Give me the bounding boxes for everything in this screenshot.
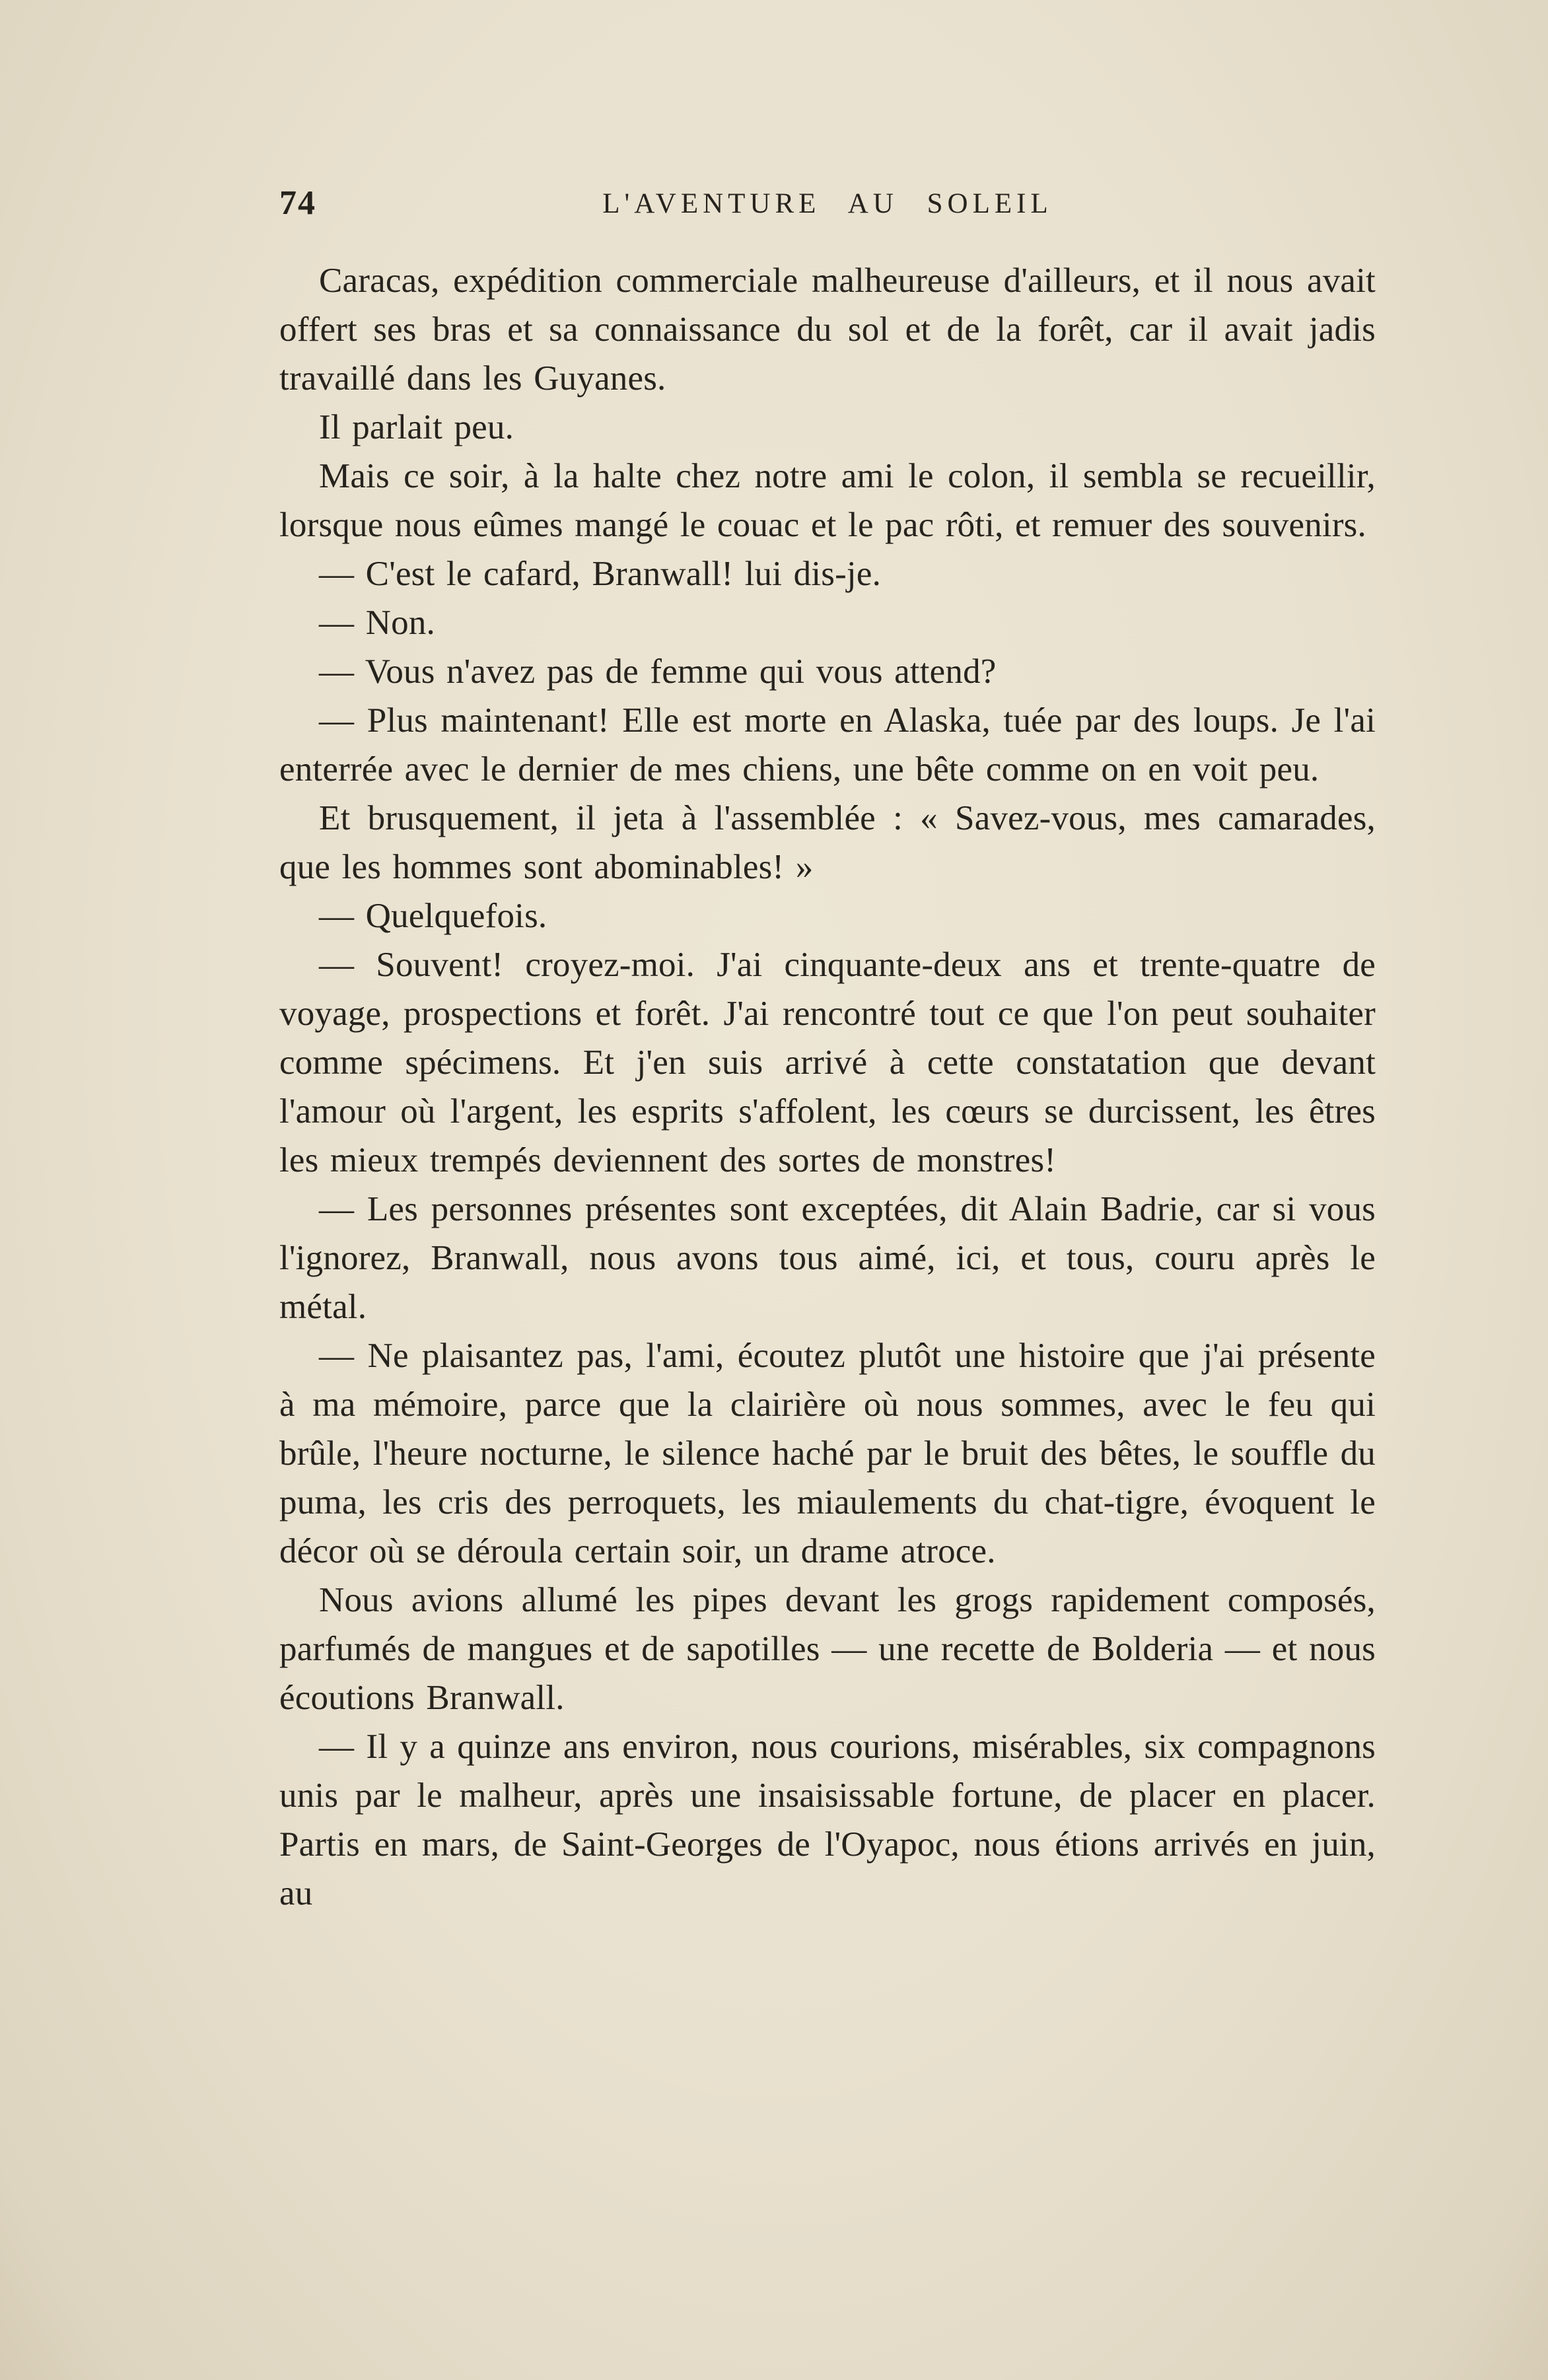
page-header (279, 184, 1376, 230)
paragraph-dialogue: — Il y a quinze ans environ, nous courions, misérables, six compagnons unis par le malheur, après une insaisissable fortune, de placer en placer. Partis en mars, de Saint-Georges de l'Oyapoc, nous étions arrivés en juin, au (279, 1728, 1376, 1912)
page-number: 74 (279, 184, 316, 222)
paragraph: Et brusquement, il jeta à l'assemblée : « Savez-vous, mes camarades, que les hommes sont abominables! » (279, 799, 1376, 886)
paragraph: Caracas, expédition commerciale malheureuse d'ailleurs, et il nous avait offert ses bras et sa connaissance du sol et de la forêt, car il avait jadis travaillé dans les Guyanes. (279, 262, 1376, 398)
text-block (279, 256, 1376, 1918)
paragraph-dialogue: — Plus maintenant! Elle est morte en Alaska, tuée par des loups. Je l'ai enterrée avec le dernier de mes chiens, une bête comme on en voit peu. (279, 701, 1376, 788)
running-title: L'AVENTURE AU SOLEIL (602, 188, 1053, 219)
paragraph-dialogue: — Vous n'avez pas de femme qui vous attend? (319, 652, 997, 691)
paragraph-dialogue: — Les personnes présentes sont exceptées, dit Alain Badrie, car si vous l'ignorez, Branwall, nous avons tous aimé, ici, et tous, couru après le métal. (279, 1190, 1376, 1326)
paragraph: Mais ce soir, à la halte chez notre ami le colon, il sembla se recueillir, lorsque nous eûmes mangé le couac et le pac rôti, et remuer des souvenirs. (279, 457, 1376, 544)
paragraph-dialogue: — Quelquefois. (319, 897, 547, 935)
paragraph-dialogue: — C'est le cafard, Branwall! lui dis-je. (319, 555, 882, 593)
paragraph-dialogue: — Souvent! croyez-moi. J'ai cinquante-deux ans et trente-quatre de voyage, prospections et forêt. J'ai rencontré tout ce que l'on peut souhaiter comme spécimens. Et j'en suis arrivé à cette constatation que devant l'amour où l'argent, les esprits s'affolent, les cœurs se durcissent, les êtres les mieux trempés deviennent des sortes de monstres! (279, 946, 1376, 1179)
paragraph: Il parlait peu. (319, 408, 514, 446)
paragraph-dialogue: — Ne plaisantez pas, l'ami, écoutez plutôt une histoire que j'ai présente à ma mémoire, parce que la clairière où nous sommes, avec le feu qui brûle, l'heure nocturne, le silence haché par le bruit des bêtes, le souffle du puma, les cris des perroquets, les miaulements du chat-tigre, évoquent le décor où se déroula certain soir, un drame atroce. (279, 1337, 1376, 1570)
paragraph: Nous avions allumé les pipes devant les grogs rapidement composés, parfumés de mangues et de sapotilles — une recette de Bolderia — et nous écoutions Branwall. (279, 1581, 1376, 1717)
paragraph-dialogue: — Non. (319, 604, 435, 642)
